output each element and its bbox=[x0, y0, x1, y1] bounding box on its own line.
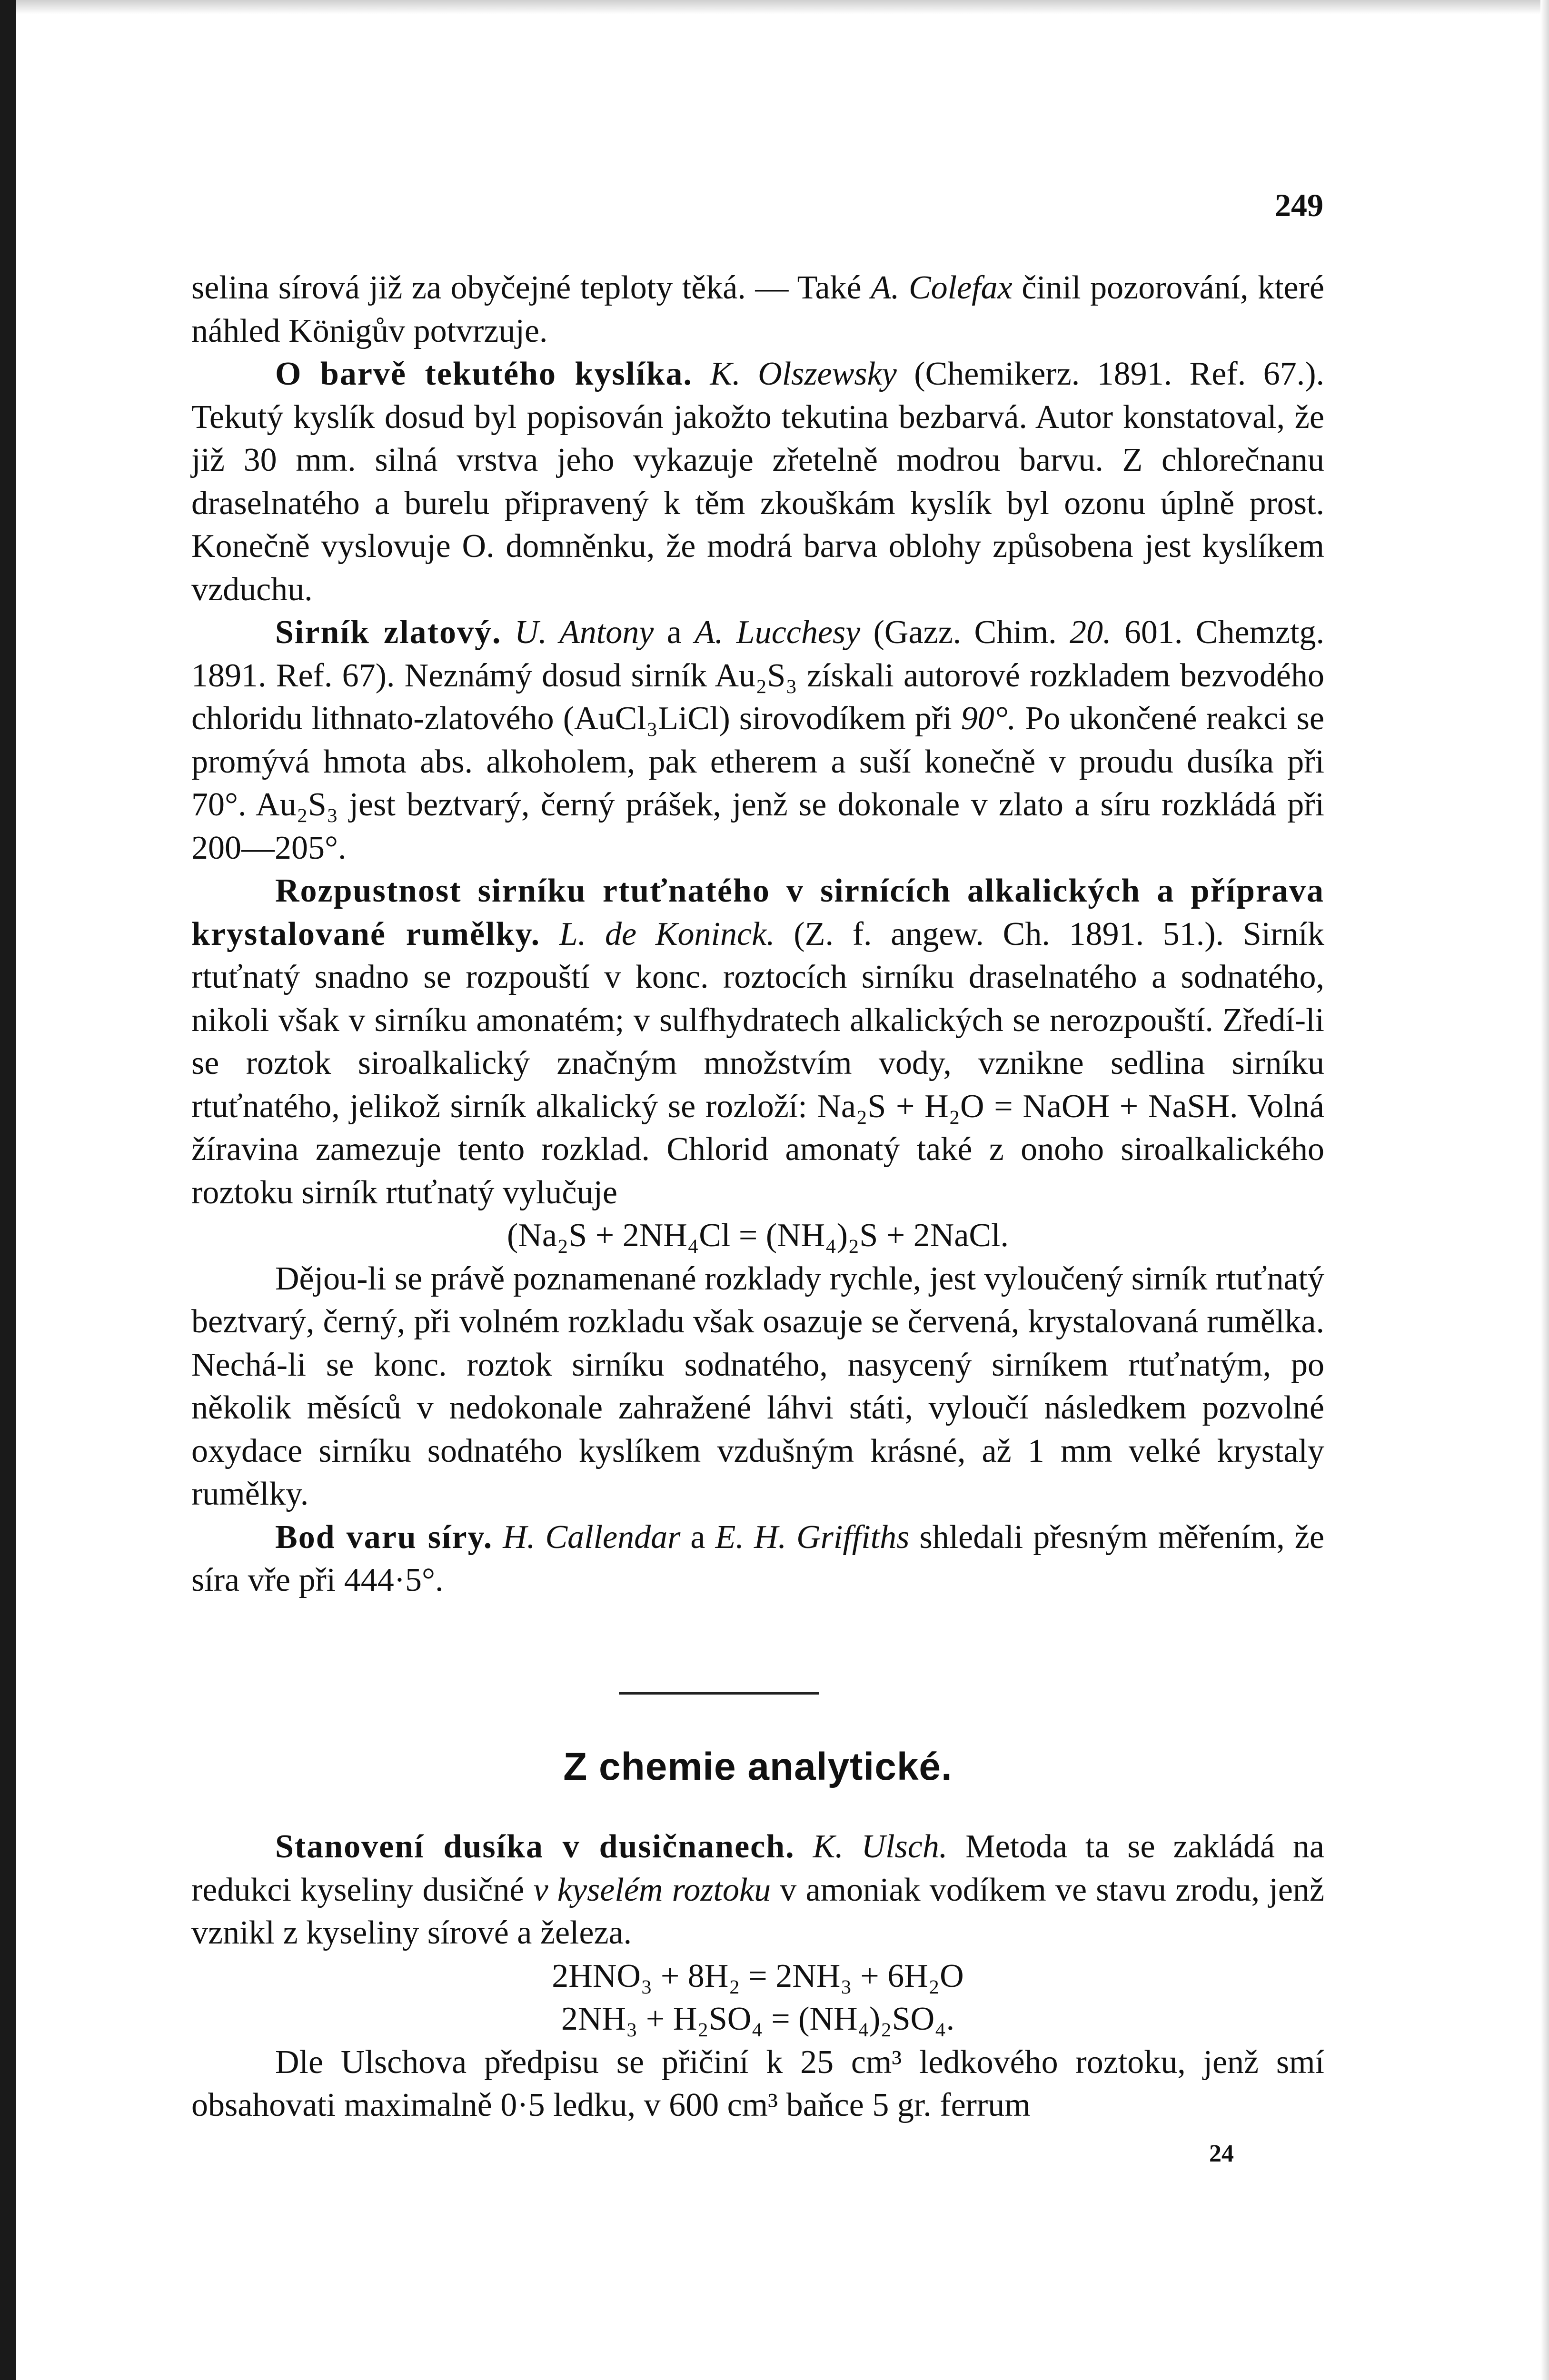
heading-oxygen-color: O barvě tekutého kyslíka. bbox=[275, 356, 693, 392]
formula-nitric-reduction: 2HNO₃ + 8H₂ = 2NH₃ + 6H₂O bbox=[552, 1957, 964, 1994]
heading-sulfur-boiling-point: Bod varu síry. bbox=[275, 1518, 493, 1556]
right-scan-shadow bbox=[1540, 0, 1549, 2380]
paragraph-1: selina sírová již za obyčejné teploty těká. — Také A. Colefax činil pozorování, které náhled Königův potvrzuje. bbox=[191, 269, 1324, 349]
heading-gold-sulfide: Sirník zlatový. bbox=[275, 614, 502, 651]
author-lucchesy: A. Lucchesy bbox=[695, 614, 861, 651]
left-scan-edge bbox=[0, 0, 16, 2380]
article-mercury-sulfide: Rozpustnost sirníku rtuťnatého v sirnících alkalických a příprava krystalované rumělky. L. de Koninck. (Z. f. angew. Ch. 1891. 51.). Sirník rtuťnatý snadno se rozpouští v konc. roztocích sirníku draselnatého a sodnatého, nikoli však v sirníku amonatém; v sulfhydratech alkalických se nerozpouští. Zředí-li se roztok siroalkalický značným množstvím vody, vznikne sedlina sirníku rtuťnatého, jelikož sirník alkalický se rozloží: Na₂S + H₂O = NaOH + NaSH. Volná žíravina zamezuje tento rozklad. Chlorid amonatý také z onoho siroalkalického roztoku sirník rtuťnatý vylučuje bbox=[191, 873, 1324, 1211]
author-callendar: H. Callendar bbox=[503, 1518, 681, 1556]
article-oxygen-color: O barvě tekutého kyslíka. K. Olszewsky (Chemikerz. 1891. Ref. 67.). Tekutý kyslík dosud byl popisován jakožto tekutina bezbarvá. Autor konstatoval, že již 30 mm. silná vrstva jeho vykazuje zřetelně modrou barvu. Z chlorečnanu draselnatého a burelu připravený k těm zkouškám kyslík byl ozonu úplně prost. Konečně vyslovuje O. domněnku, že modrá barva oblohy způsobena jest kyslíkem vzduchu. bbox=[191, 356, 1325, 608]
top-scan-shadow bbox=[16, 0, 1549, 14]
article-nitrogen-in-nitrates: Stanovení dusíka v dusičnanech. K. Ulsch. Metoda ta se zakládá na redukci kyseliny dusičné v kyselém roztoku v amoniak vodíkem ve stavu zrodu, jenž vznikl z kyseliny sírové a železa. bbox=[191, 1828, 1325, 1951]
volume-number: 20. bbox=[1070, 614, 1112, 651]
paragraph-ulsch-procedure: Dle Ulschova předpisu se přičiní k 25 cm³ ledkového roztoku, jenž smí obsahovati maximalně 0·5 ledku, v 600 cm³ baňce 5 gr. ferrum bbox=[191, 2043, 1324, 2123]
author-colefax: A. Colefax bbox=[871, 269, 1013, 306]
analytic-text-block bbox=[191, 1825, 1324, 2127]
printer-signature-mark: 24 bbox=[1209, 2140, 1234, 2167]
section-divider bbox=[619, 1692, 819, 1695]
heading-nitrogen-in-nitrates: Stanovení dusíka v dusičnanech. bbox=[275, 1828, 795, 1865]
temperature-value: 90°. bbox=[961, 700, 1016, 737]
formula-ammonium-sulfate: 2NH₃ + H₂SO₄ = (NH₄)₂SO₄. bbox=[561, 2001, 955, 2037]
section-title: Z chemie analytické. bbox=[563, 1745, 953, 1788]
author-ulsch: K. Ulsch. bbox=[813, 1828, 948, 1865]
author-griffiths: E. H. Griffiths bbox=[715, 1518, 910, 1556]
article-gold-sulfide: Sirník zlatový. U. Antony a A. Lucchesy (Gazz. Chim. 20. 601. Chemztg. 1891. Ref. 67). Neznámý dosud sirník Au₂S₃ získali autorové rozkladem bezvodého chloridu lithnato-zlatového (AuCl₃LiCl) sirovodíkem při 90°. Po ukončené reakci se promývá hmota abs. alkoholem, pak etherem a suší konečně v proudu dusíka při 70°. Au₂S₃ jest beztvarý, černý prášek, jenž se dokonale v zlato a síru rozkládá při 200—205°. bbox=[191, 614, 1325, 866]
article-sulfur-boiling-point: Bod varu síry. H. Callendar a E. H. Griffiths shledali přesným měřením, že síra vře při 444·5°. bbox=[191, 1518, 1324, 1598]
author-olszewsky: K. Olszewsky bbox=[710, 356, 897, 392]
page-number: 249 bbox=[1275, 187, 1323, 223]
heading-mercury-sulfide: Rozpustnost sirníku rtuťnatého v sirnících alkalických a příprava krystalované rumělky. bbox=[191, 873, 1324, 952]
author-koninck: L. de Koninck. bbox=[559, 915, 775, 952]
paragraph-cinnabar: Dějou-li se právě poznamenané rozklady rychle, jest vyloučený sirník rtuťnatý beztvarý, černý, při volném rozkladu však osazuje se červená, krystalovaná rumělka. Nechá-li se konc. roztok sirníku sodnatého, nasycený sirníkem rtuťnatým, po několik měsíců v nedokonale zahražené láhvi státi, vyloučí následkem pozvolné oxydace sirníku sodnatého kyslíkem vzdušným krásné, až 1 mm velké krystaly rumělky. bbox=[191, 1260, 1324, 1512]
main-text-block bbox=[191, 267, 1324, 1602]
author-antony: U. Antony bbox=[514, 614, 654, 651]
acidic-solution-phrase: v kyselém roztoku bbox=[533, 1871, 771, 1908]
formula-ammonium-chloride: (Na₂S + 2NH₄Cl = (NH₄)₂S + 2NaCl. bbox=[506, 1217, 1009, 1254]
